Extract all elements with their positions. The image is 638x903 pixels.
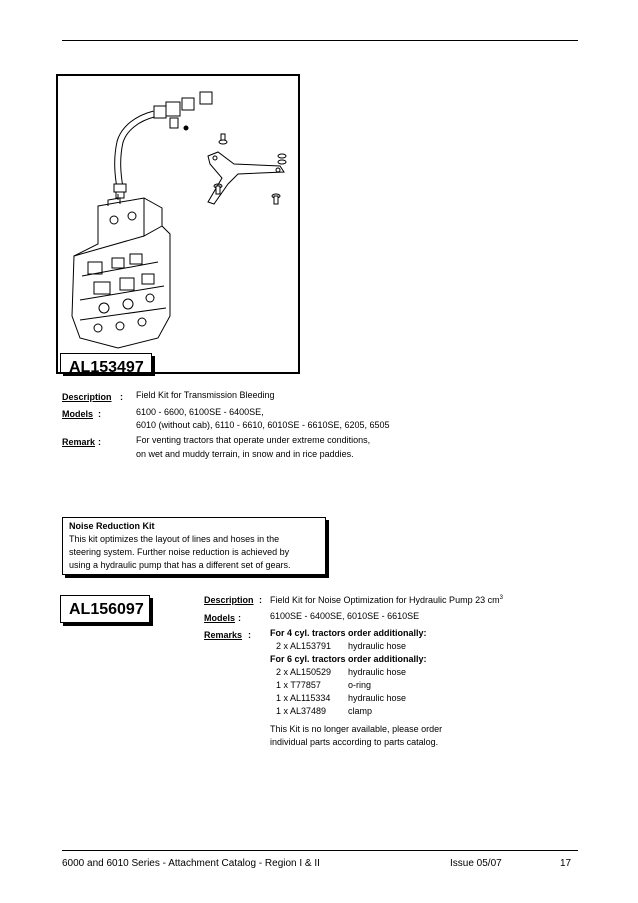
six-cyl-qty-1: 2 x AL150529 — [276, 667, 332, 677]
six-cyl-desc-1: hydraulic hose — [348, 667, 407, 677]
footer-page-number: 17 — [560, 858, 572, 869]
four-cyl-header: For 4 cyl. tractors order additionally: — [270, 628, 427, 638]
part-number-2: AL156097 — [69, 601, 144, 618]
part-number-box-2 — [60, 595, 150, 623]
models-value-2: 6100SE - 6400SE, 6010SE - 6610SE — [270, 611, 420, 621]
description-superscript-2: 3 — [499, 595, 503, 601]
description-label-1: Description — [62, 392, 112, 402]
six-cyl-qty-2: 1 x T77857 — [276, 680, 321, 690]
six-cyl-qty-3: 1 x AL115334 — [276, 693, 331, 703]
noise-reduction-note — [62, 517, 326, 575]
colon: : — [120, 392, 123, 402]
note-title: Noise Reduction Kit — [69, 521, 155, 531]
description-label-2: Description — [204, 595, 254, 605]
description-value-2 — [270, 592, 503, 607]
models-value-1-line2: 6010 (without cab), 6110 - 6610, 6010SE - 6610SE, 6205, 6505 — [136, 420, 390, 430]
remark-value-1-line1: For venting tractors that operate under extreme conditions, — [136, 435, 371, 445]
part-number-1: AL153497 — [69, 359, 144, 376]
header-rule — [62, 40, 578, 41]
note-line-3: using a hydraulic pump that has a different set of gears. — [69, 560, 291, 570]
note-line-2: steering system. Further noise reduction is achieved by — [69, 547, 290, 557]
models-label-1: Models — [62, 409, 94, 419]
availability-line-1: This Kit is no longer available, please order — [270, 724, 443, 734]
colon: : — [248, 630, 251, 640]
footer-rule — [62, 850, 578, 851]
parts-illustration — [56, 74, 300, 374]
six-cyl-desc-4: clamp — [348, 706, 373, 716]
colon: : — [259, 595, 262, 605]
remarks-label-2: Remarks — [204, 630, 243, 640]
six-cyl-qty-4: 1 x AL37489 — [276, 706, 327, 716]
models-value-1-line1: 6100 - 6600, 6100SE - 6400SE, — [136, 407, 264, 417]
note-line-1: This kit optimizes the layout of lines and hoses in the — [69, 534, 280, 544]
four-cyl-qty-1: 2 x AL153791 — [276, 641, 332, 651]
remark-value-1-line2: on wet and muddy terrain, in snow and in rice paddies. — [136, 449, 354, 459]
colon: : — [238, 613, 241, 623]
description-text-2: Field Kit for Noise Optimization for Hydraulic Pump 23 cm — [270, 595, 500, 605]
part-number-box-1 — [60, 353, 152, 376]
transmission-bleed-kit-drawing — [58, 76, 298, 372]
remark-label-1: Remark — [62, 437, 96, 447]
footer-catalog-title: 6000 and 6010 Series - Attachment Catalog - Region I & II — [62, 858, 320, 869]
six-cyl-desc-3: hydraulic hose — [348, 693, 407, 703]
four-cyl-desc-1: hydraulic hose — [348, 641, 407, 651]
six-cyl-header: For 6 cyl. tractors order additionally: — [270, 654, 427, 664]
models-label-2: Models — [204, 613, 236, 623]
colon: : — [98, 437, 101, 447]
description-value-1: Field Kit for Transmission Bleeding — [136, 390, 275, 400]
colon: : — [98, 409, 101, 419]
availability-line-2: individual parts according to parts catalog. — [270, 737, 439, 747]
footer-issue: Issue 05/07 — [450, 858, 502, 869]
six-cyl-desc-2: o-ring — [348, 680, 372, 690]
